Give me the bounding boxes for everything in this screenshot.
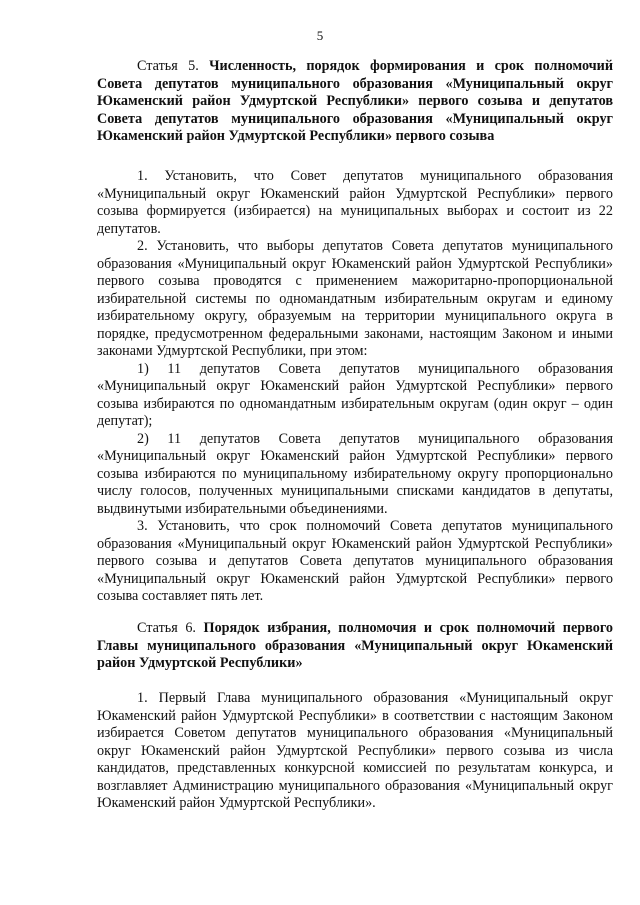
article-5-heading <box>97 58 613 146</box>
page-number: 5 <box>316 28 324 43</box>
article-6-heading <box>97 620 613 673</box>
article-5-paragraph-2: 2. Установить, что выборы депутатов Совета депутатов муниципального образования «Муниципальный округ Юкаменский район Удмуртской Республики» первого созыва проводятся с применением мажоритарно-пропорциональной избирательной системы по одномандатным избирательным округам и единому избирательному округу, образуемым на территории муниципального округа в порядке, предусмотренном федеральными законами, настоящим Законом и иными законами Удмуртской Республики, при этом: <box>97 238 613 359</box>
article-5-title: Численность, порядок формирования и срок полномочий Совета депутатов муниципального образования «Муниципальный округ Юкаменский район Удмуртской Республики» первого созыва и депутатов Совета депутатов муниципального образования «Муниципальный округ Юкаменский район Удмуртской Республики» первого созыва <box>97 58 614 144</box>
article-6-title: Порядок избрания, полномочия и срок полномочий первого Главы муниципального образования «Муниципальный округ Юкаменский район Удмуртской Республики» <box>97 620 614 671</box>
article-5-item-2: 2) 11 депутатов Совета депутатов муниципального образования «Муниципальный округ Юкаменский район Удмуртской Республики» первого созыва избираются по муниципальному избирательному округу пропорционально числу голосов, полученных муниципальными списками кандидатов в депутаты, выдвинутыми избирательными объединениями. <box>97 430 613 517</box>
article-5-body <box>97 168 613 606</box>
article-5-paragraph-3: 3. Установить, что срок полномочий Совета депутатов муниципального образования «Муниципальный округ Юкаменский район Удмуртской Республики» первого созыва и депутатов Совета депутатов муниципального образования «Муниципальный округ Юкаменский район Удмуртской Республики» первого созыва составляет пять лет. <box>97 518 613 604</box>
article-5-item-1: 1) 11 депутатов Совета депутатов муниципального образования «Муниципальный округ Юкаменский район Удмуртской Республики» первого созыва избираются по одномандатным избирательным округам (один округ – один депутат); <box>97 360 613 429</box>
article-5-paragraph-1: 1. Установить, что Совет депутатов муниципального образования «Муниципальный округ Юкаменский район Удмуртской Республики» первого созыва формируется (избирается) на муниципальных выборах и состоит из 22 депутатов. <box>97 168 613 237</box>
article-6-label: Статья 6. <box>137 620 196 636</box>
article-6-paragraph-1: 1. Первый Глава муниципального образования «Муниципальный округ Юкаменский район Удмуртской Республики» в соответствии с настоящим Законом избирается Советом депутатов муниципального образования «Муниципальный округ Юкаменский район Удмуртской Республики» первого созыва из числа кандидатов, представленных конкурсной комиссией по результатам конкурса, и возглавляет Администрацию муниципального образования «Муниципальный округ Юкаменский район Удмуртской Республики». <box>97 690 613 811</box>
article-6-body <box>97 690 613 813</box>
article-5-label: Статья 5. <box>137 58 199 74</box>
